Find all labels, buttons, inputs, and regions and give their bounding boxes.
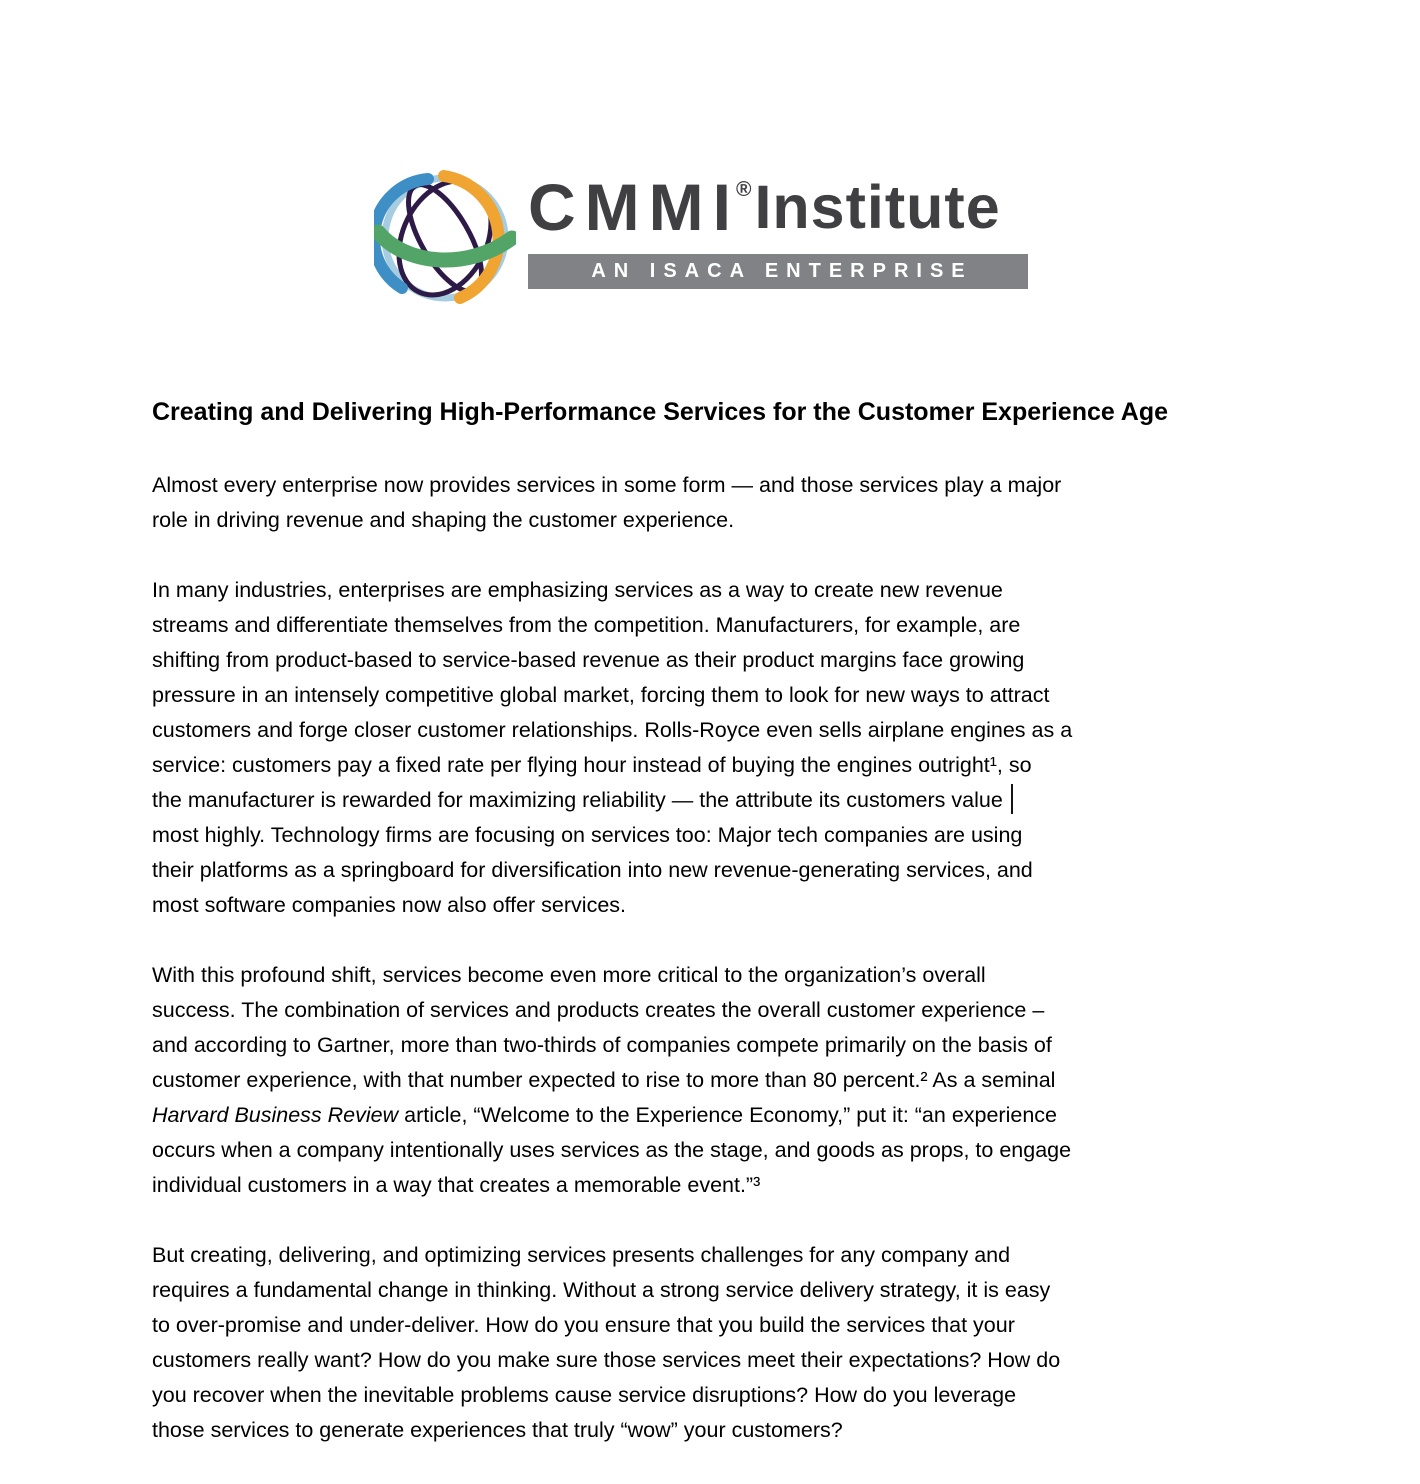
- cmmi-globe-icon: [374, 166, 516, 308]
- text-run: success. The combination of services and products creates the overall customer experience –: [152, 998, 1045, 1022]
- text-line: [152, 1308, 1332, 1343]
- text-run: customers and forge closer customer relationships. Rolls-Royce even sells airplane engines as a: [152, 718, 1073, 742]
- text-line: [152, 1168, 1332, 1203]
- text-line: [152, 713, 1332, 748]
- text-line: [152, 748, 1332, 783]
- text-line: [152, 573, 1332, 608]
- text-line: [152, 958, 1332, 993]
- text-line: [152, 1238, 1332, 1273]
- document-content: [152, 396, 1332, 1448]
- text-line: [152, 643, 1332, 678]
- logo-text-block: [528, 166, 1028, 289]
- text-run: those services to generate experiences that truly “wow” your customers?: [152, 1418, 843, 1442]
- text-run: requires a fundamental change in thinking. Without a strong service delivery strategy, it is easy: [152, 1278, 1051, 1302]
- text-line: [152, 503, 1332, 538]
- logo-tagline: AN ISACA ENTERPRISE: [591, 260, 973, 282]
- logo-tagline-bar: [528, 254, 1028, 289]
- text-line: [152, 853, 1332, 888]
- text-run: to over-promise and under-deliver. How do you ensure that you build the services that your: [152, 1313, 1015, 1337]
- text-line: [152, 783, 1332, 818]
- text-run: customer experience, with that number expected to rise to more than 80 percent.² As a seminal: [152, 1068, 1056, 1092]
- text-line: [152, 1028, 1332, 1063]
- text-run: In many industries, enterprises are emphasizing services as a way to create new revenue: [152, 578, 1003, 602]
- document-body: [152, 468, 1332, 1448]
- paragraph: [152, 958, 1332, 1203]
- text-run: pressure in an intensely competitive global market, forcing them to look for new ways to attract: [152, 683, 1050, 707]
- text-line: [152, 1343, 1332, 1378]
- text-cursor-bar: [1011, 784, 1014, 814]
- document-title: Creating and Delivering High-Performance Services for the Customer Experience Age: [152, 398, 1169, 426]
- paragraph: [152, 1238, 1332, 1448]
- logo-brand-suffix: Institute: [754, 173, 1001, 241]
- text-run: their platforms as a springboard for diversification into new revenue-generating services, and: [152, 858, 1033, 882]
- cmmi-institute-logo: [374, 166, 1028, 308]
- text-run: you recover when the inevitable problems cause service disruptions? How do you leverage: [152, 1383, 1017, 1407]
- text-run: role in driving revenue and shaping the customer experience.: [152, 508, 735, 532]
- text-line: [152, 608, 1332, 643]
- text-run: customers really want? How do you make sure those services meet their expectations? How do: [152, 1348, 1061, 1372]
- text-line: [152, 1378, 1332, 1413]
- paragraph: [152, 468, 1332, 538]
- text-line: [152, 1413, 1332, 1448]
- text-run: Almost every enterprise now provides services in some form — and those services play a major: [152, 473, 1062, 497]
- text-run: occurs when a company intentionally uses services as the stage, and goods as props, to engage: [152, 1138, 1072, 1162]
- text-run: the manufacturer is rewarded for maximizing reliability — the attribute its customers value: [152, 788, 1003, 812]
- text-run: But creating, delivering, and optimizing services presents challenges for any company and: [152, 1243, 1011, 1267]
- text-line: [152, 1098, 1332, 1133]
- italic-text-run: Harvard Business Review: [152, 1103, 399, 1127]
- logo-brand: CMMI: [528, 170, 740, 244]
- text-line: [152, 888, 1332, 923]
- text-run: most highly. Technology firms are focusing on services too: Major tech companies are using: [152, 823, 1023, 847]
- text-line: [152, 468, 1332, 503]
- text-run: and according to Gartner, more than two-thirds of companies compete primarily on the basis of: [152, 1033, 1052, 1057]
- text-run: most software companies now also offer services.: [152, 893, 626, 917]
- text-run: With this profound shift, services become even more critical to the organization’s overall: [152, 963, 986, 987]
- logo-brand-line: [528, 168, 1028, 246]
- text-line: [152, 818, 1332, 853]
- text-line: [152, 993, 1332, 1028]
- text-run: shifting from product-based to service-based revenue as their product margins face growing: [152, 648, 1025, 672]
- text-line: [152, 1273, 1332, 1308]
- text-run: article, “Welcome to the Experience Economy,” put it: “an experience: [398, 1103, 1057, 1127]
- text-run: individual customers in a way that creates a memorable event.”³: [152, 1173, 761, 1197]
- text-run: service: customers pay a fixed rate per flying hour instead of buying the engines outright¹, so: [152, 753, 1032, 777]
- text-line: [152, 1063, 1332, 1098]
- text-line: [152, 678, 1332, 713]
- paragraph: [152, 573, 1332, 923]
- text-line: [152, 1133, 1332, 1168]
- text-run: streams and differentiate themselves from the competition. Manufacturers, for example, are: [152, 613, 1021, 637]
- registered-trademark-icon: ®: [735, 178, 752, 201]
